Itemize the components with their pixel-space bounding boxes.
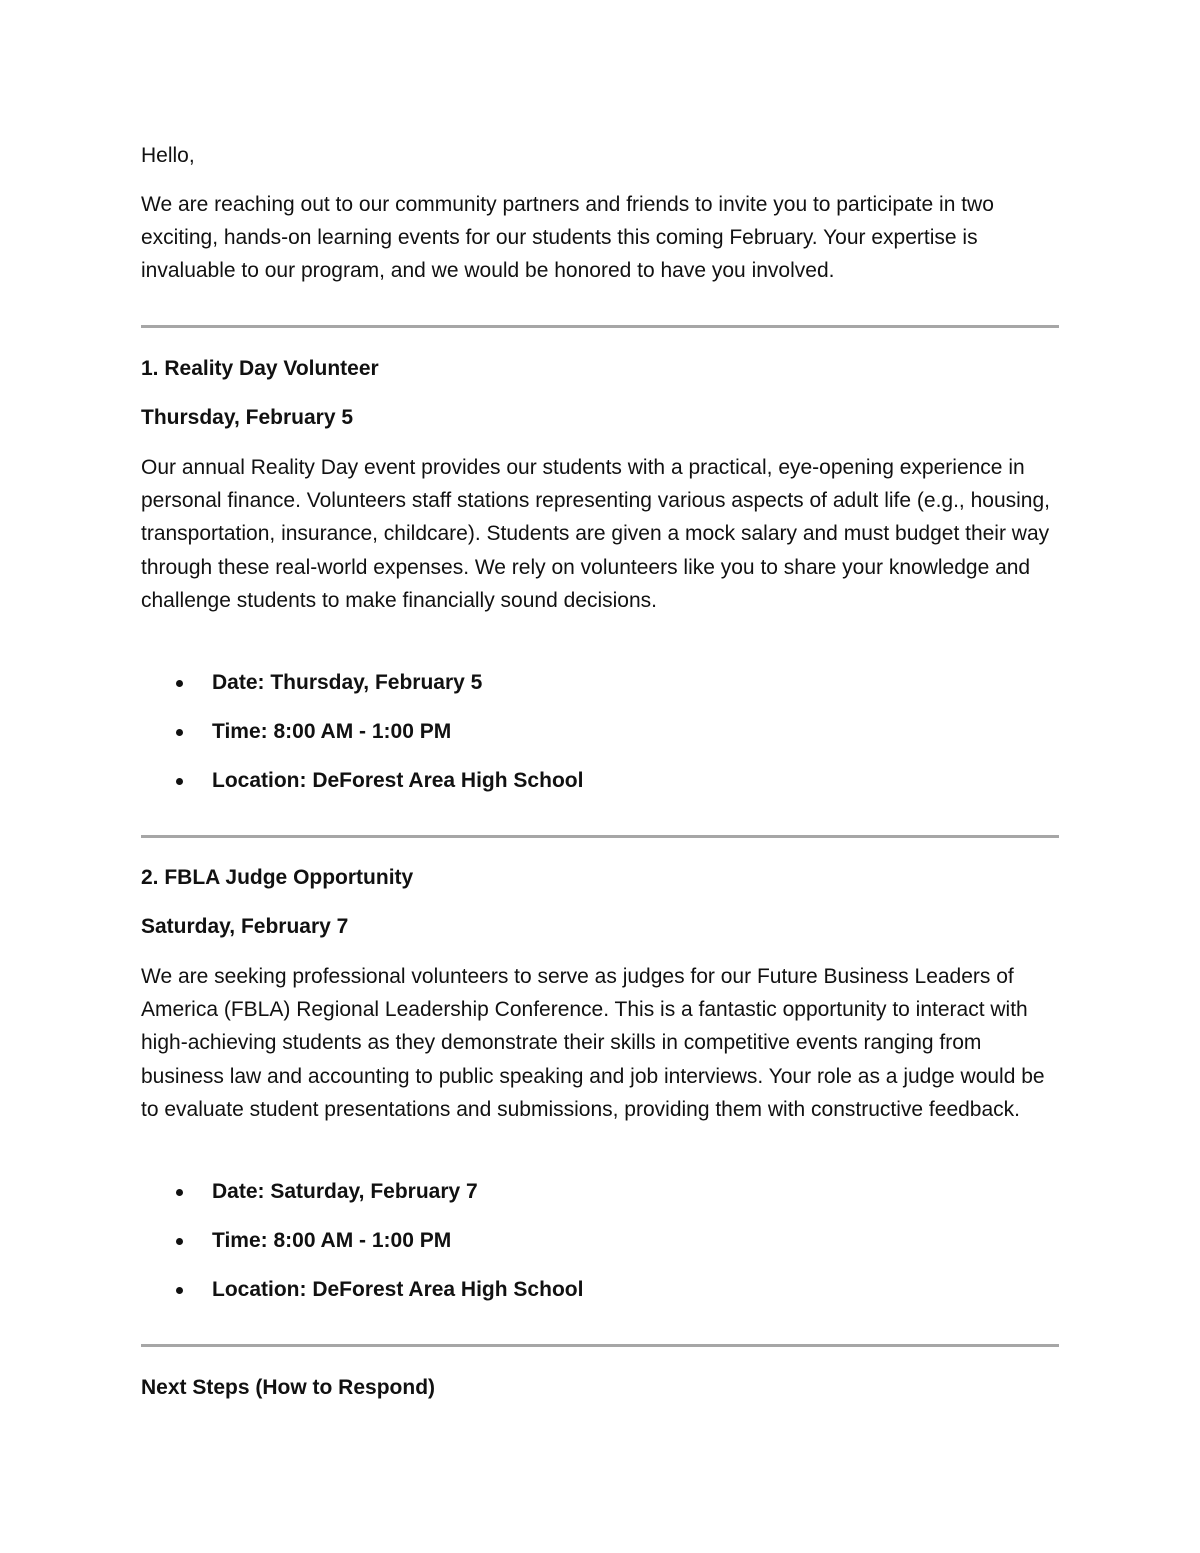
event-date-heading: Thursday, February 5 xyxy=(141,406,354,429)
detail-text: Date: Thursday, February 5 xyxy=(212,671,483,694)
event-title: 1. Reality Day Volunteer xyxy=(141,357,379,380)
event-date-heading: Saturday, February 7 xyxy=(141,915,349,938)
event-description: Our annual Reality Day event provides our students with a practical, eye-opening experience in personal finance. Volunteers staff stations representing various aspects of adult life (e.g., housing, transportation, insurance, childcare). Students are given a mock salary and must budget their way through these real-world expenses. We rely on volunteers like you to share your knowledge and challenge students to make financially sound decisions. xyxy=(141,456,1050,612)
bullet-icon xyxy=(176,729,183,736)
bullet-icon xyxy=(176,1287,183,1294)
bullet-icon xyxy=(176,778,183,785)
section-divider xyxy=(141,325,1059,328)
event-description: We are seeking professional volunteers to serve as judges for our Future Business Leaders of America (FBLA) Regional Leadership Conference. This is a fantastic opportunity to interact with high-achieving students as they demonstrate their skills in competitive events ranging from business law and accounting to public speaking and job interviews. Your role as a judge would be to evaluate student presentations and submissions, providing them with constructive feedback. xyxy=(141,965,1045,1121)
event-title: 2. FBLA Judge Opportunity xyxy=(141,866,414,889)
detail-text: Time: 8:00 AM - 1:00 PM xyxy=(212,720,452,743)
section-divider xyxy=(141,835,1059,838)
intro-paragraph: We are reaching out to our community partners and friends to invite you to participate in two exciting, hands-on learning events for our students this coming February. Your expertise is invaluable to our program, and we would be honored to have you involved. xyxy=(141,193,994,283)
detail-text: Date: Saturday, February 7 xyxy=(212,1180,478,1203)
section-divider xyxy=(141,1344,1059,1347)
bullet-icon xyxy=(176,1238,183,1245)
greeting: Hello, xyxy=(141,144,195,167)
bullet-icon xyxy=(176,1189,183,1196)
next-steps-heading: Next Steps (How to Respond) xyxy=(141,1376,436,1399)
bullet-icon xyxy=(176,680,183,687)
detail-text: Time: 8:00 AM - 1:00 PM xyxy=(212,1229,452,1252)
detail-text: Location: DeForest Area High School xyxy=(212,1278,584,1301)
detail-text: Location: DeForest Area High School xyxy=(212,769,584,792)
